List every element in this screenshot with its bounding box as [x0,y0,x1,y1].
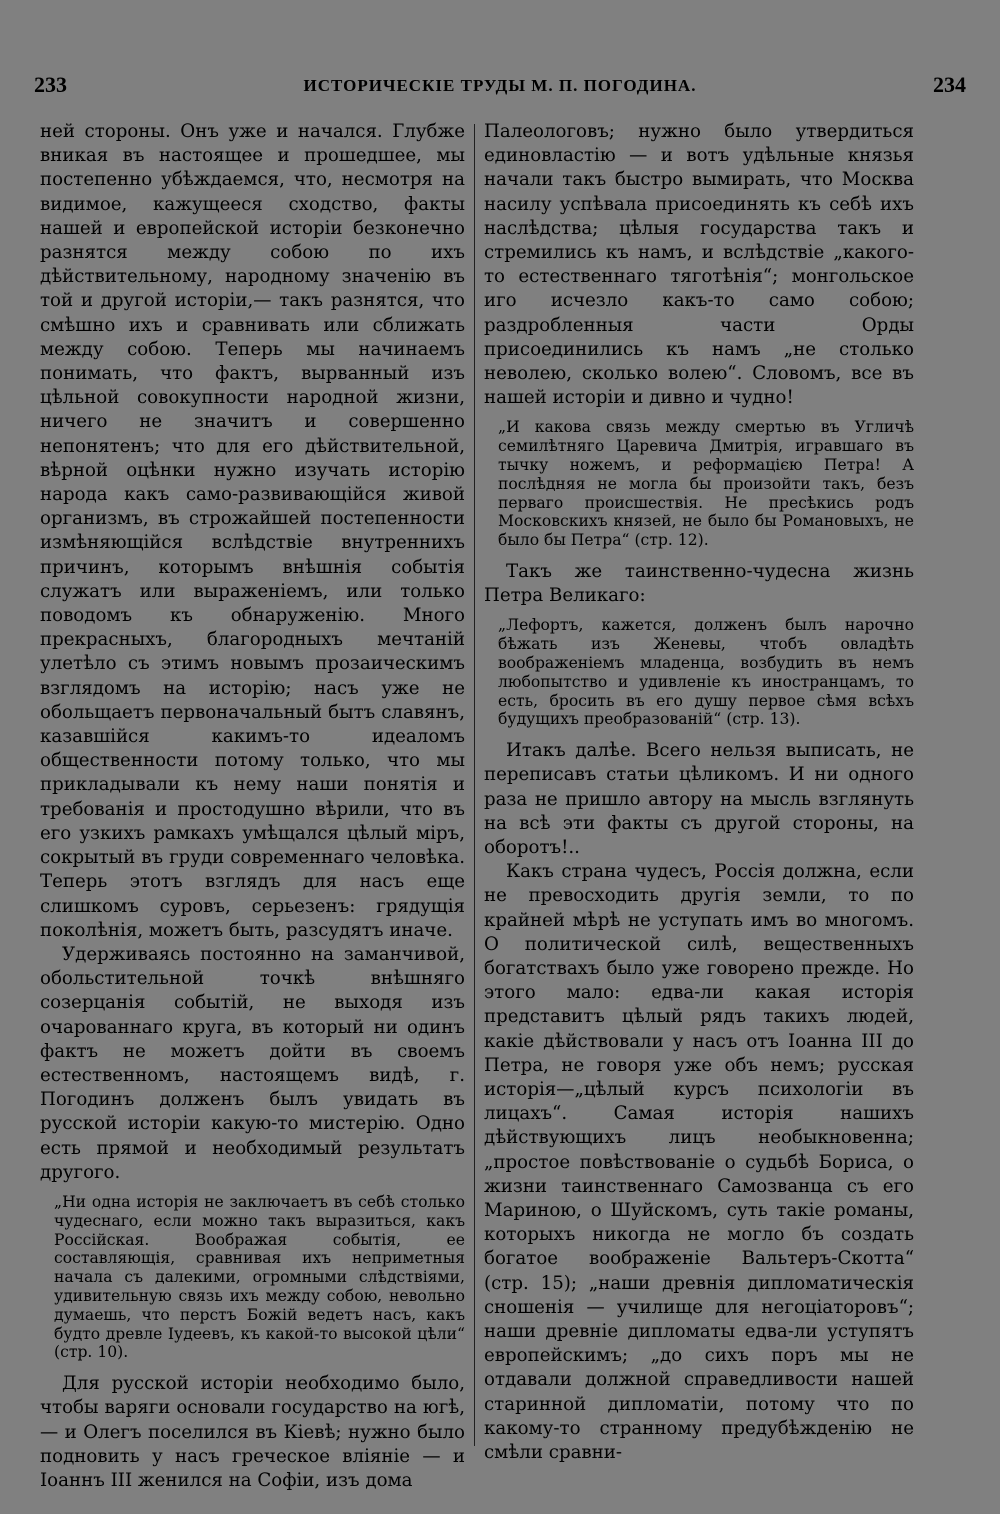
block-quote: „Лефортъ, кажется, долженъ былъ нарочно бѣжать изъ Женевы, чтобъ овладѣть воображеніемъ младенца, возбудить въ немъ любопытство и удивленіе къ иностранцамъ, то есть, бросить въ его душу первое сѣмя всѣхъ будущихъ преобразованій“ (стр. 13). [498,616,914,729]
paragraph: Какъ страна чудесъ, Россія должна, если не превосходить другія земли, то по крайней мѣрѣ не уступать имъ во многомъ. О политической силѣ, вещественныхъ богатствахъ было уже говорено прежде. Но этого мало: едва-ли какая исторія представитъ цѣлый рядъ такихъ людей, какіе дѣйствовали у насъ отъ Іоанна III до Петра, не говоря уже объ немъ; русская исторія—„цѣлый курсъ психологіи въ лицахъ“. Самая исторія нашихъ дѣйствующихъ лицъ необыкновенна; „простое повѣствованіе о судьбѣ Бориса, о жизни таинственнаго Самозванца съ его Мариною, о Шуйскомъ, суть такіе романы, которыхъ никогда не могло бъ создать богатое воображеніе Вальтеръ-Скотта“ (стр. 15); „наши древнія дипломатическія сношенія — училище для негоціаторовъ“; наши древніе дипломаты едва-ли уступятъ европейскимъ; „до сихъ поръ мы не отдавали должной справедливости нашей старинной дипломатіи, потому что по какому-то странному предубѣжденію не смѣли сравни- [484,861,914,1464]
paragraph: Для русской исторіи необходимо было, чтобы варяги основали государство на югѣ,— и Олегъ поселился въ Кіевѣ; нужно было подновить у насъ греческое вліяніе — и Іоаннъ III женился на Софіи, изъ дома [40,1373,465,1491]
left-column [40,120,465,1493]
column-divider [474,124,475,1446]
paragraph: Палеологовъ; нужно было утвердиться единовластію — и вотъ удѣльные князья начали такъ быстро вымирать, что Москва насилу успѣвала присоединять къ себѣ ихъ наслѣдства; цѣлыя государства такъ и стремились къ намъ, и вслѣдствіе „какого-то естественнаго тяготѣнія“; монгольское иго исчезло какъ-то само собою; раздробленныя части Орды присоединились къ намъ „не столько неволею, сколько волею“. Словомъ, все въ нашей исторіи и дивно и чудно! [484,121,914,409]
paragraph: Удерживаясь постоянно на заманчивой, обольстительной точкѣ внѣшняго созерцанія событій, не выходя изъ очарованнаго круга, въ который ни одинъ фактъ не можетъ дойти въ своемъ естественномъ, настоящемъ видѣ, г. Погодинъ долженъ былъ увидать въ русской исторіи какую-то мистерію. Одно есть прямой и необходимый результатъ другого. [40,943,465,1183]
block-quote: „Ни одна исторія не заключаетъ въ себѣ столько чудеснаго, если можно такъ выразиться, какъ Россійская. Воображая событія, ее составляющія, сравнивая ихъ неприметныя начала съ далекими, огромными слѣдствіями, удивительную связь ихъ между собою, невольно думаешь, что перстъ Божій ведетъ насъ, какъ будто древле Іудеевъ, къ какой-то высокой цѣли“ (стр. 10). [54,1192,465,1362]
running-title: ИСТОРИЧЕСКІЕ ТРУДЫ М. П. ПОГОДИНА. [303,76,697,95]
left-page-number: 233 [34,72,67,97]
paragraph: Такъ же таинственно-чудесна жизнь Петра Великаго: [484,561,914,607]
right-page-number: 234 [933,72,966,97]
paragraph: ней стороны. Онъ уже и начался. Глубже вникая въ настоящее и прошедшее, мы постепенно убѣждаемся, что, несмотря на видимое, кажущееся сходство, факты нашей и европейской исторіи безконечно разнятся между собою по ихъ дѣйствительному, народному значенію въ той и другой исторіи,— такъ разнятся, что смѣшно ихъ и сравнивать или сближать между собою. Теперь мы начинаемъ понимать, что фактъ, вырванный изъ цѣльной совокупности народной жизни, ничего не значитъ и совершенно непонятенъ; что для его дѣйствительной, вѣрной оцѣнки нужно изучать исторію народа какъ само-развивающійся живой организмъ, въ строжайшей постепенности измѣняющійся вслѣдствіе внутреннихъ причинъ, которымъ внѣшнія событія служатъ или выраженіемъ, или только поводомъ къ обнаруженію. Много прекрасныхъ, благородныхъ мечтаній улетѣло съ этимъ новымъ прозаическимъ взглядомъ на исторію; насъ уже не обольщаетъ первоначальный бытъ славянъ, казавшійся какимъ-то идеаломъ общественности потому только, что мы прикладывали къ нему наши понятія и требованія и простодушно вѣрили, что въ его узкихъ рамкахъ умѣщался цѣлый міръ, сокрытый въ груди современнаго человѣка. Теперь этотъ взглядъ для насъ еще слишкомъ суровъ, серьезенъ: грядущія поколѣнія, можетъ быть, разсудятъ иначе. [40,121,465,941]
block-quote: „И какова связь между смертью въ Угличѣ семилѣтняго Царевича Дмитрія, игравшаго въ тычку ножемъ, и реформацією Петра! А послѣдняя не могла бы произойти такъ, безъ перваго происшествія. Не пресѣкись родъ Московскихъ князей, не было бы Романовыхъ, не было бы Петра“ (стр. 12). [498,418,914,550]
running-header [34,72,966,102]
right-column [484,120,914,1465]
paragraph: Итакъ далѣе. Всего нельзя выписать, не переписавъ статьи цѣликомъ. И ни одного раза не пришло автору на мысль взглянуть на всѣ эти факты съ другой стороны, на оборотъ!.. [484,740,914,859]
